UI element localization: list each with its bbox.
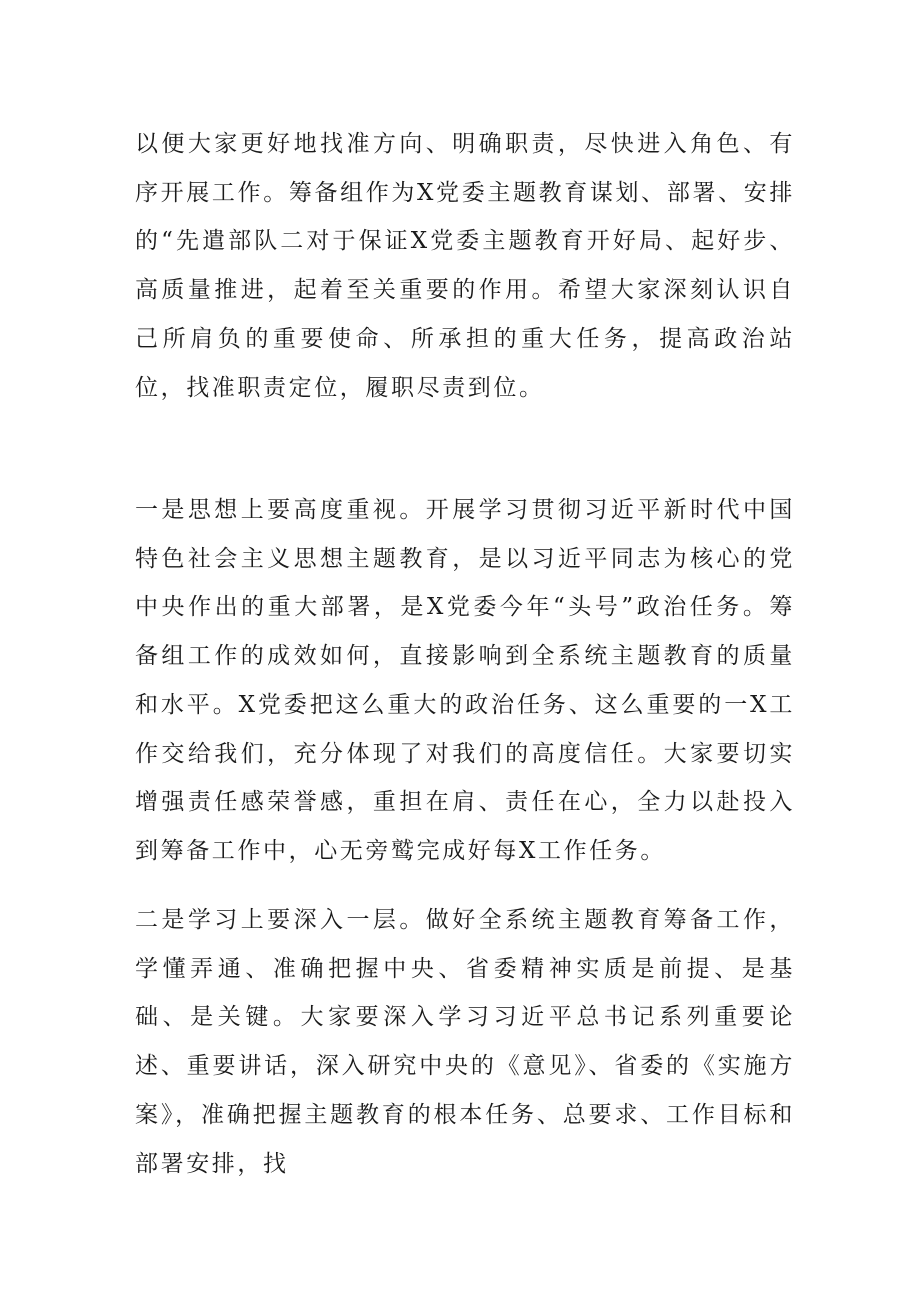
body-paragraph-3: 二是学习上要深入一层。做好全系统主题教育筹备工作，学懂弄通、准确把握中央、省委精神实质是前提、是基础、是关键。大家要深入学习习近平总书记系列重要论述、重要讲话，深入研究中央的《意见》、省委的《实施方案》，准确把握主题教育的根本任务、总要求、工作目标和部署安排，找 [135, 907, 795, 1177]
body-paragraph-2: 一是思想上要高度重视。开展学习贯彻习近平新时代中国特色社会主义思想主题教育，是以习近平同志为核心的党中央作出的重大部署，是X党委今年“头号”政治任务。筹备组工作的成效如何，直接影响到全系统主题教育的质量和水平。X党委把这么重大的政治任务、这么重要的一X工作交给我们，充分体现了对我们的高度信任。大家要切实增强责任感荣誉感，重担在肩、责任在心，全力以赴投入到筹备工作中，心无旁鹫完成好每X工作任务。 [135, 497, 795, 864]
body-paragraph-1: 以便大家更好地找准方向、明确职责，尽快进入角色、有序开展工作。筹备组作为X党委主题教育谋划、部署、安排的“先遣部队二对于保证X党委主题教育开好局、起好步、高质量推进，起着至关重要的作用。希望大家深刻认识自己所肩负的重要使命、所承担的重大任务，提高政治站位，找准职责定位，履职尽责到位。 [135, 131, 795, 401]
